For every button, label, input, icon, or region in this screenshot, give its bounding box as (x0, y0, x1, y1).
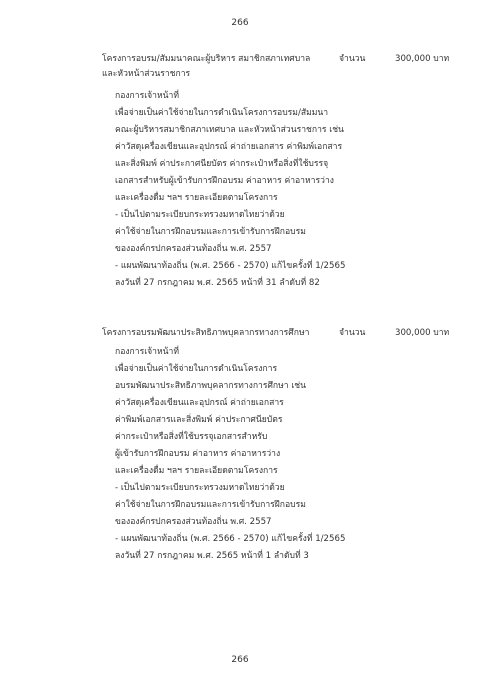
description-line: ขององค์กรปกครองส่วนท้องถิ่น พ.ศ. 2557 (115, 517, 272, 527)
description-line: - แผนพัฒนาท้องถิ่น (พ.ศ. 2566 - 2570) แก้ไขครั้งที่ 1/2565 (115, 534, 346, 544)
description-line: - เป็นไปตามระเบียบกระทรวงมหาดไทยว่าด้วย (115, 483, 285, 493)
description-line: คณะผู้บริหารสมาชิกสภาเทศบาล และหัวหน้าส่วนราชการ เช่น (115, 125, 344, 135)
description-line: กองการเจ้าหน้าที่ (115, 347, 180, 357)
description-line: ค่าวัสดุเครื่องเขียนและอุปกรณ์ ค่าถ่ายเอกสาร (115, 398, 284, 408)
description-line: ค่ากระเป๋าหรือสิ่งที่ใช้บรรจุเอกสารสำหรับ (115, 432, 268, 442)
description-line: ลงวันที่ 27 กรกฎาคม พ.ศ. 2565 หน้าที่ 31 ลำดับที่ 82 (115, 278, 320, 288)
description-line: - แผนพัฒนาท้องถิ่น (พ.ศ. 2566 - 2570) แก้ไขครั้งที่ 1/2565 (115, 261, 346, 271)
amount-value: 300,000 บาท (395, 54, 450, 64)
unit-label: จำนวน (339, 328, 366, 338)
description-line: ค่าใช้จ่ายในการฝึกอบรมและการเข้ารับการฝึกอบรม (115, 500, 306, 510)
unit-label: จำนวน (339, 54, 366, 64)
description-line: - เป็นไปตามระเบียบกระทรวงมหาดไทยว่าด้วย (115, 210, 285, 220)
description-line: ค่าพิมพ์เอกสารและสิ่งพิมพ์ ค่าประกาศนียบัตร (115, 415, 283, 425)
description-line: เพื่อจ่ายเป็นค่าใช้จ่ายในการดำเนินโครงการ (115, 364, 278, 374)
description-line: และสิ่งพิมพ์ ค่าประกาศนียบัตร ค่ากระเป๋าหรือสิ่งที่ใช้บรรจุ (115, 159, 329, 169)
description-line: และเครื่องดื่ม ฯลฯ รายละเอียดตามโครงการ (115, 466, 278, 476)
item-title: โครงการอบรม/สัมมนาคณะผู้บริหาร สมาชิกสภาเทศบาล และหัวหน้าส่วนราชการ (102, 54, 311, 79)
description-line: ลงวันที่ 27 กรกฎาคม พ.ศ. 2565 หน้าที่ 1 ลำดับที่ 3 (115, 551, 309, 561)
description-line: กองการเจ้าหน้าที่ (115, 91, 180, 101)
description-line: ผู้เข้ารับการฝึกอบรม ค่าอาหาร ค่าอาหารว่าง (115, 449, 281, 459)
page-number-top: 266 (231, 18, 249, 28)
description-line: เอกสารสำหรับผู้เข้ารับการฝึกอบรม ค่าอาหาร ค่าอาหารว่าง (115, 176, 334, 186)
description-line: ค่าใช้จ่ายในการฝึกอบรมและการเข้ารับการฝึกอบรม (115, 227, 306, 237)
page-number-bottom: 266 (231, 655, 249, 665)
description-line: ค่าวัสดุเครื่องเขียนและอุปกรณ์ ค่าถ่ายเอกสาร ค่าพิมพ์เอกสาร (115, 142, 343, 152)
description-line: เพื่อจ่ายเป็นค่าใช้จ่ายในการดำเนินโครงการอบรม/สัมมนา (115, 108, 329, 118)
description-line: ขององค์กรปกครองส่วนท้องถิ่น พ.ศ. 2557 (115, 244, 272, 254)
description-line: และเครื่องดื่ม ฯลฯ รายละเอียดตามโครงการ (115, 193, 278, 203)
item-description (115, 344, 346, 565)
description-line: อบรมพัฒนาประสิทธิภาพบุคลากรทางการศึกษา เช่น (115, 381, 306, 391)
amount-value: 300,000 บาท (395, 328, 450, 338)
item-title: โครงการอบรมพัฒนาประสิทธิภาพบุคลากรทางการศึกษา (102, 328, 310, 338)
item-description (115, 88, 346, 292)
